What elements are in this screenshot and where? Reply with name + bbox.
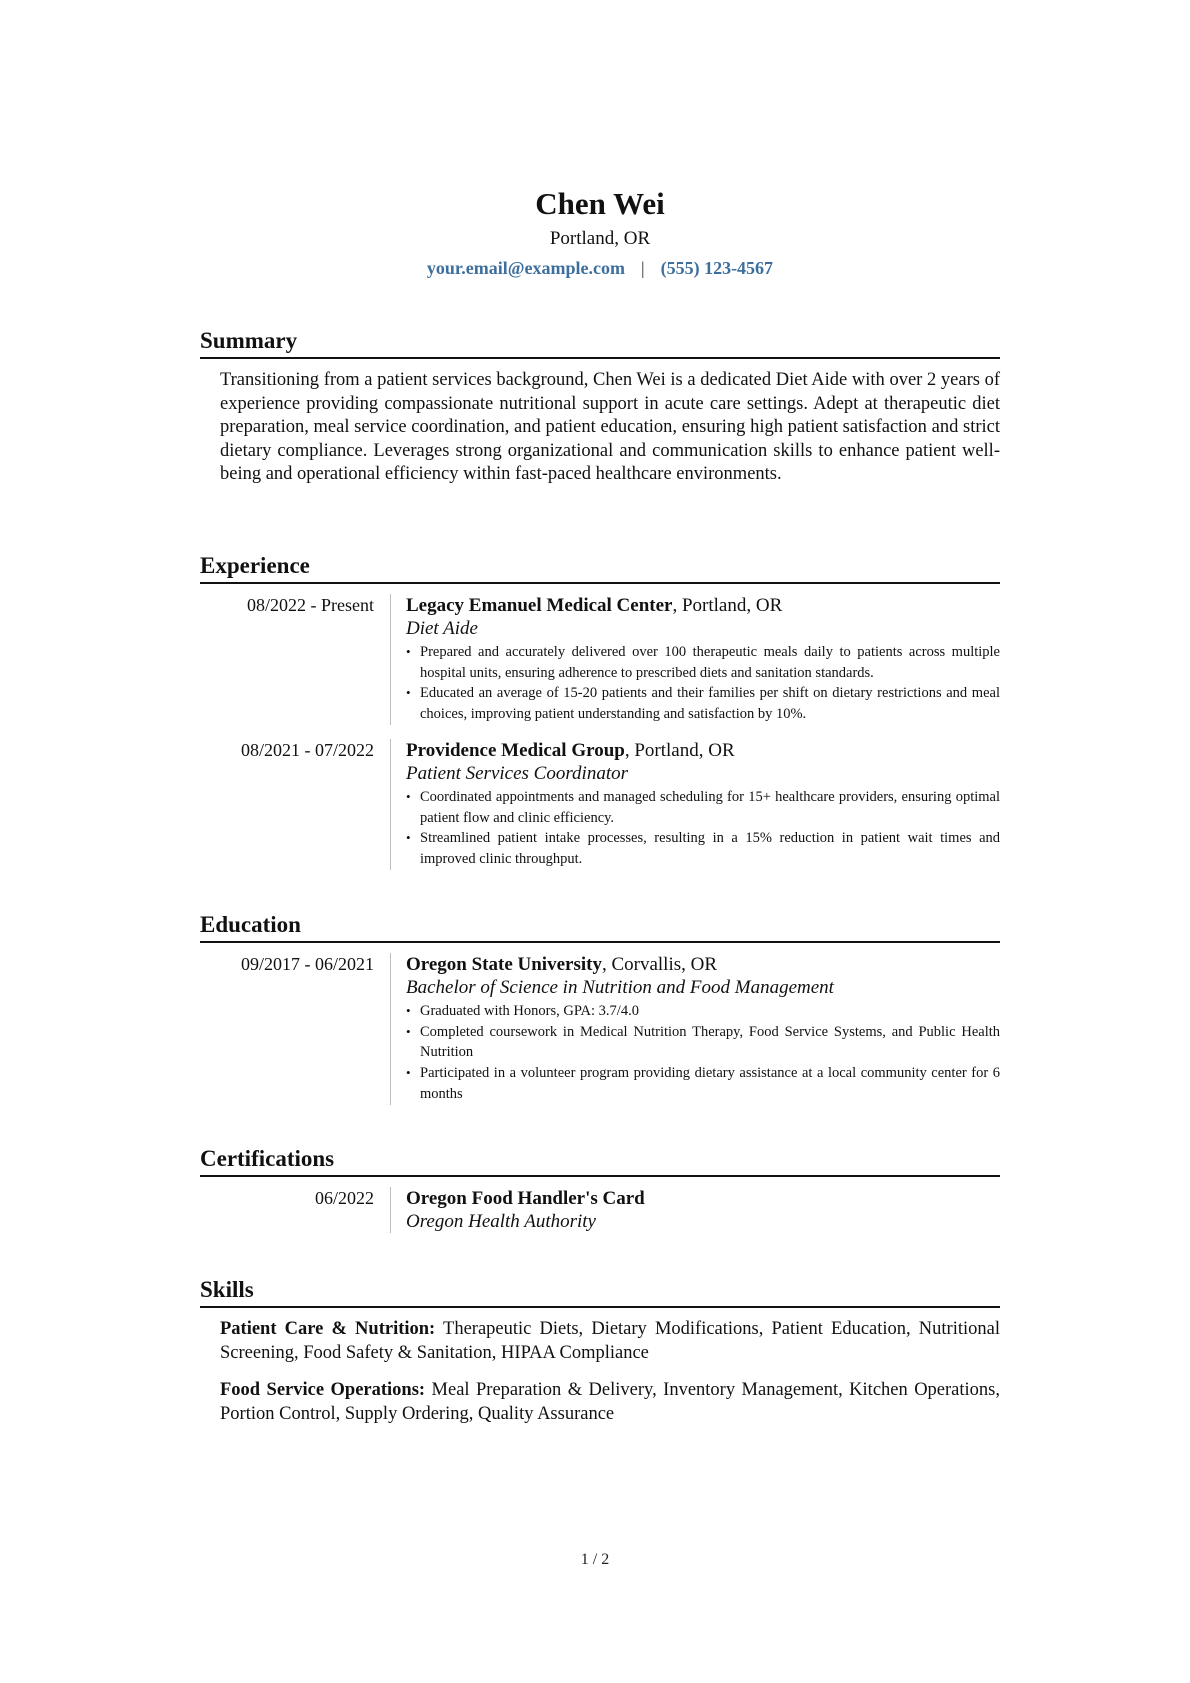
summary-text: Transitioning from a patient services background, Chen Wei is a dedicated Diet Aide with over 2 years of experience providing compassionate nutritional support in acute care settings. Adept at therapeutic diet preparation, meal service coordination, and patient education, ensuring high patient satisfaction and strict dietary compliance. Leverages strong organizational and communication skills to enhance patient well-being and operational efficiency within fast-paced healthcare environments. — [220, 370, 1000, 484]
certification-name: Oregon Food Handler's Card — [406, 1188, 645, 1209]
entry-heading — [406, 953, 1000, 976]
email-link[interactable]: your.email@example.com — [426, 258, 625, 278]
entry-date: 08/2022 - Present — [247, 595, 374, 615]
page-indicator: 1 / 2 — [580, 1551, 610, 1568]
candidate-name: Chen Wei — [535, 186, 665, 221]
certification-issuer: Oregon Health Authority — [406, 1211, 596, 1232]
education-entry — [200, 953, 1000, 1105]
entry-organization: Providence Medical Group — [406, 739, 625, 761]
bullet-item: • Streamlined patient intake processes, resulting in a 15% reduction in patient wait times and improved clinic throughput. — [406, 828, 1000, 869]
experience-entry — [200, 594, 1000, 725]
entry-place: , Portland, OR — [624, 739, 735, 761]
entry-heading — [406, 1187, 1000, 1210]
skill-list: Therapeutic Diets, Dietary Modifications, Patient Education, Nutritional Screening, Food Safety & Sanitation, HIPAA Compliance — [220, 1319, 1000, 1363]
skills-section — [200, 1275, 1000, 1426]
certifications-section — [200, 1144, 1000, 1233]
entry-date: 06/2022 — [314, 1188, 374, 1208]
candidate-location: Portland, OR — [549, 228, 651, 249]
experience-entry — [200, 739, 1000, 870]
entry-place: , Portland, OR — [672, 595, 783, 616]
resume-header — [200, 186, 1000, 281]
entry-date: 08/2021 - 07/2022 — [241, 739, 374, 760]
entry-body — [390, 953, 1000, 1105]
skill-category: Patient Care & Nutrition: — [220, 1319, 436, 1339]
bullet-item: • Completed coursework in Medical Nutrition Therapy, Food Service Systems, and Public Health Nutrition — [406, 1022, 1000, 1063]
contact-line — [200, 255, 1000, 281]
contact-separator: | — [640, 258, 645, 278]
entry-role: Diet Aide — [406, 618, 478, 639]
entry-body — [390, 1187, 1000, 1233]
entry-organization: Legacy Emanuel Medical Center — [406, 595, 673, 616]
skill-row — [220, 1379, 1000, 1426]
section-title-experience: Experience — [200, 551, 1000, 584]
entry-heading — [406, 594, 1000, 617]
bullet-item: • Educated an average of 15-20 patients and their families per shift on dietary restrictions and meal choices, improving patient understanding and satisfaction by 10%. — [406, 683, 1000, 724]
section-title-education: Education — [200, 910, 1000, 943]
bullet-item: • Prepared and accurately delivered over 100 therapeutic meals daily to patients across multiple hospital units, ensuring adherence to prescribed diets and sanitation standards. — [406, 642, 1000, 683]
entry-role: Patient Services Coordinator — [406, 762, 628, 784]
entry-bullets — [406, 787, 1000, 870]
entry-body — [390, 739, 1000, 870]
entry-heading — [406, 739, 1000, 762]
entry-degree: Bachelor of Science in Nutrition and Food Management — [406, 977, 834, 998]
resume-page — [200, 0, 1000, 1683]
phone-link[interactable]: (555) 123-4567 — [660, 258, 774, 278]
bullet-item: • Participated in a volunteer program providing dietary assistance at a local community center for 6 months — [406, 1063, 1000, 1104]
entry-bullets — [406, 1001, 1000, 1105]
summary-section — [200, 326, 1000, 487]
entry-body — [390, 594, 1000, 725]
entry-place: , Corvallis, OR — [601, 954, 718, 975]
skill-category: Food Service Operations: — [220, 1380, 426, 1400]
entry-bullets — [406, 642, 1000, 725]
section-title-skills: Skills — [200, 1275, 1000, 1308]
section-title-summary: Summary — [200, 326, 1000, 359]
skill-row — [220, 1318, 1000, 1365]
skill-list: Meal Preparation & Delivery, Inventory Management, Kitchen Operations, Portion Control, Supply Ordering, Quality Assurance — [220, 1380, 1000, 1424]
bullet-item: • Coordinated appointments and managed scheduling for 15+ healthcare providers, ensuring optimal patient flow and clinic efficiency. — [406, 787, 1000, 828]
experience-section — [200, 551, 1000, 870]
entry-date: 09/2017 - 06/2021 — [241, 954, 374, 974]
section-title-certifications: Certifications — [200, 1144, 1000, 1177]
entry-organization: Oregon State University — [406, 954, 602, 975]
bullet-item: • Graduated with Honors, GPA: 3.7/4.0 — [406, 1001, 1000, 1022]
education-section — [200, 910, 1000, 1105]
certification-entry — [200, 1187, 1000, 1233]
